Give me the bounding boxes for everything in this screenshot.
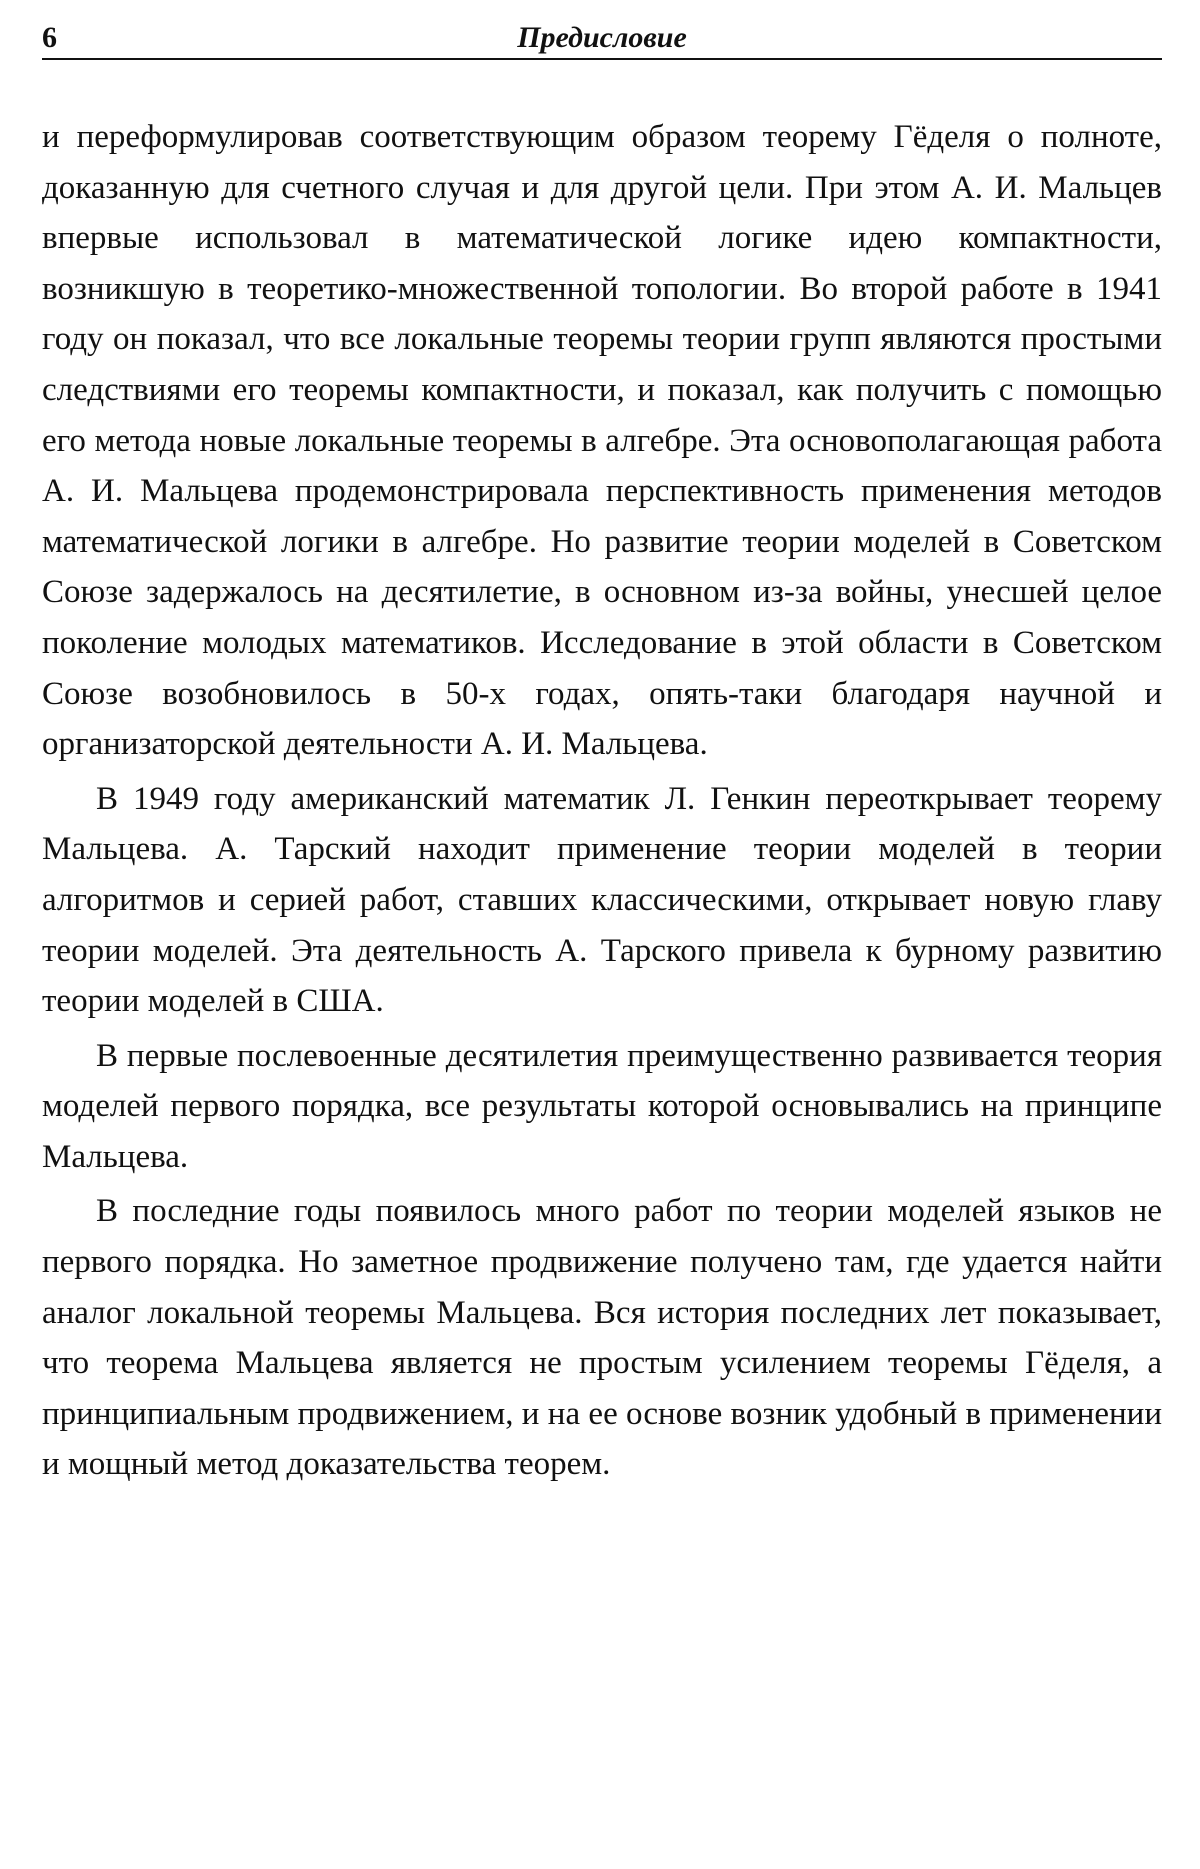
page-number: 6 [42,21,57,54]
paragraph-postwar: В первые послевоенные десятилетия преимущественно развивается теория моделей первого порядка, все результаты которой основывались на принципе Мальцева. [42,1037,1162,1175]
paragraph-recent-years: В последние годы появилось много работ по теории моделей языков не первого порядка. Но заметное продвижение получено там, где удается найти аналог локальной теоремы Мальцева. Вся история последних лет показывает, что теорема Мальцева является не простым усилением теоремы Гёделя, а принципиальным продвижением, и на ее основе возник удобный в применении и мощный метод доказательства теорем. [42,1193,1162,1483]
book-page [42,18,1162,1490]
paragraph-continuation: и переформулировав соответствующим образом теорему Гёделя о полноте, доказанную для счетного случая и для другой цели. При этом А. И. Мальцев впервые использовал в математической логике идею компактности, возникшую в теоретико-множественной топологии. Во второй работе в 1941 году он показал, что все локальные теоремы теории групп являются простыми следствиями его теоремы компактности, и показал, как получить с помощью его метода новые локальные теоремы в алгебре. Эта основополагающая работа А. И. Мальцева продемонстрировала перспективность применения методов математической логики в алгебре. Но развитие теории моделей в Советском Союзе задержалось на десятилетие, в основном из-за войны, унесшей целое поколение молодых математиков. Исследование в этой области в Советском Союзе возобновилось в 50-х годах, опять-таки благодаря научной и организаторской деятельности А. И. Мальцева. [42,119,1162,763]
paragraph-genkin-tarski: В 1949 году американский математик Л. Генкин переоткрывает теорему Мальцева. А. Тарский находит применение теории моделей в теории алгоритмов и серией работ, ставших классическими, открывает новую главу теории моделей. Эта деятельность А. Тарского привела к бурному развитию теории моделей в США. [42,780,1162,1020]
running-title: Предисловие [517,21,687,54]
body-text [42,112,1162,1490]
running-head [42,18,1162,60]
